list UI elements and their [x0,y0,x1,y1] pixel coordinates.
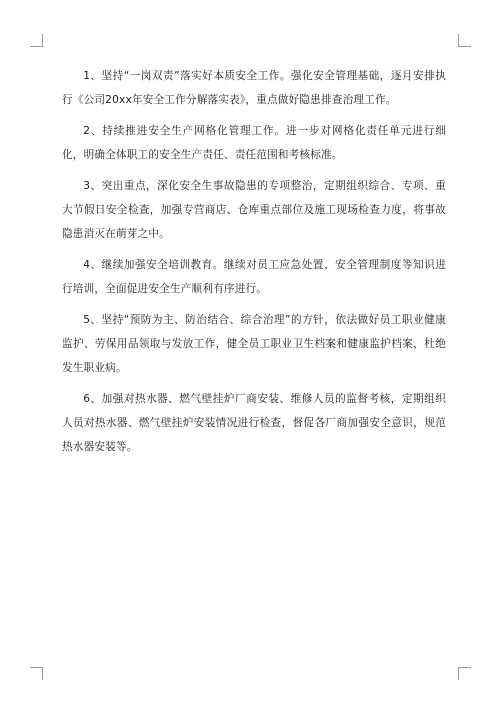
paragraph-4: 4、继续加强安全培训教育。继续对员工应急处置、安全管理制度等知识进行培训，全面促进安全生产顺利有序进行。 [62,259,446,295]
paragraph-5: 5、坚持“预防为主、防治结合、综合治理”的方针，依法做好员工职业健康监护、劳保用品领取与发放工作，健全员工职业卫生档案和健康监护档案，杜绝发生职业病。 [62,314,446,374]
paragraph-2: 2、持续推进安全生产网格化管理工作。进一步对网格化责任单元进行细化，明确全体职工的安全生产责任、责任范围和考核标准。 [62,125,446,161]
crop-mark-top-left [30,34,43,47]
paragraph-1: 1、坚持“一岗双责”落实好本质安全工作。强化安全管理基础，逐月安排执行《公司20xx年安全工作分解落实表》，重点做好隐患排查治理工作。 [62,70,446,106]
paragraph-3: 3、突出重点，深化安全生事故隐患的专项整治，定期组织综合、专项、重大节假日安全检查，加强专营商店、仓库重点部位及施工现场检查力度，将事故隐患消灭在萌芽之中。 [62,180,446,240]
document-body [62,64,446,466]
crop-mark-top-right [458,34,471,47]
crop-mark-bottom-left [30,667,43,680]
paragraph-6: 6、加强对热水器、燃气壁挂炉厂商安装、维修人员的监督考核，定期组织人员对热水器、燃气壁挂炉安装情况进行检查，督促各厂商加强安全意识，规范热水器安装等。 [62,393,446,453]
crop-mark-bottom-right [458,667,471,680]
